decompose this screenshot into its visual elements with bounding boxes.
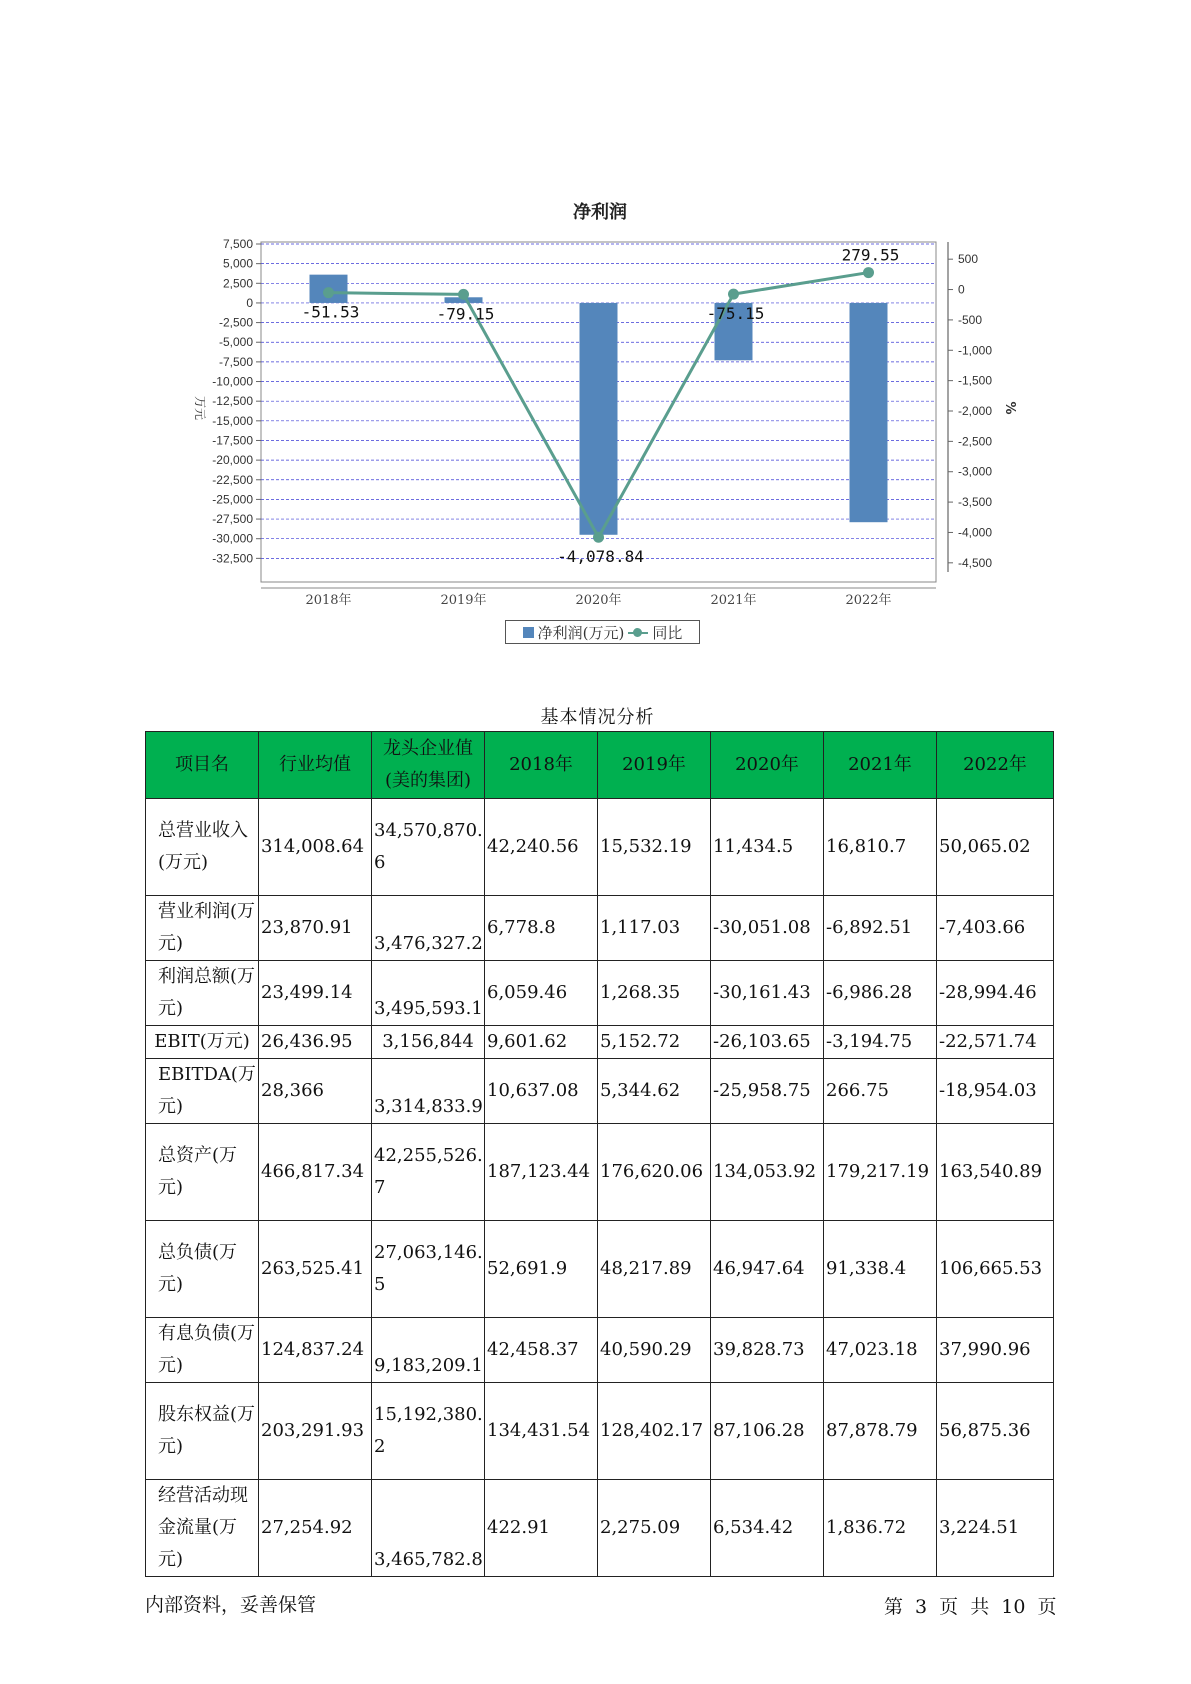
chart-title: 净利润	[573, 202, 627, 223]
basic-analysis-table	[145, 731, 1054, 1577]
cell: 15,532.19	[598, 799, 711, 896]
table-row	[146, 1318, 1054, 1383]
cell: 48,217.89	[598, 1221, 711, 1318]
yoy-point-2022年	[863, 267, 874, 278]
yoy-point-2020年	[593, 532, 604, 543]
cell: 9,601.62	[485, 1026, 598, 1059]
yoy-data-label: -4,078.84	[557, 547, 644, 567]
cell: 42,240.56	[485, 799, 598, 896]
chart-legend	[505, 620, 700, 644]
header-2020: 2020年	[711, 732, 824, 799]
cell: 128,402.17	[598, 1383, 711, 1480]
cell: -6,986.28	[824, 961, 937, 1026]
cell: 3,314,833.9	[372, 1059, 485, 1124]
row-label: 股东权益(万元)	[146, 1383, 259, 1480]
row-label: 利润总额(万元)	[146, 961, 259, 1026]
cell: 11,434.5	[711, 799, 824, 896]
cell: 179,217.19	[824, 1124, 937, 1221]
header-2019: 2019年	[598, 732, 711, 799]
bar-2022年	[850, 303, 888, 522]
cell: 15,192,380.2	[372, 1383, 485, 1480]
row-label: EBITDA(万元)	[146, 1059, 259, 1124]
x-tick-label: 2022年	[845, 593, 892, 608]
cell: 16,810.7	[824, 799, 937, 896]
cell: 1,268.35	[598, 961, 711, 1026]
y-left-tick-label: -15,000	[212, 413, 253, 428]
cell: 56,875.36	[937, 1383, 1054, 1480]
cell: 3,495,593.1	[372, 961, 485, 1026]
cell: 263,525.41	[259, 1221, 372, 1318]
cell: 34,570,870.6	[372, 799, 485, 896]
table-row	[146, 1383, 1054, 1480]
cell: 28,366	[259, 1059, 372, 1124]
cell: 3,465,782.8	[372, 1480, 485, 1577]
cell: 52,691.9	[485, 1221, 598, 1318]
y-right-tick-label: -500	[958, 312, 983, 327]
y-left-tick-label: 0	[246, 295, 253, 310]
cell: 50,065.02	[937, 799, 1054, 896]
y-left-tick-label: -10,000	[212, 374, 253, 389]
cell: 3,476,327.2	[372, 896, 485, 961]
table-row	[146, 1480, 1054, 1577]
y-left-tick-label: -25,000	[212, 492, 253, 507]
cell: 40,590.29	[598, 1318, 711, 1383]
yoy-data-label: 279.55	[841, 245, 900, 265]
y-left-tick-label: 5,000	[222, 256, 253, 271]
cell: 6,534.42	[711, 1480, 824, 1577]
y-left-tick-label: -5,000	[218, 335, 253, 350]
legend-line-label: 同比	[652, 623, 683, 642]
table-row	[146, 1059, 1054, 1124]
cell: 42,458.37	[485, 1318, 598, 1383]
row-label: 有息负债(万元)	[146, 1318, 259, 1383]
y-right-tick-label: 500	[958, 252, 979, 267]
x-tick-label: 2021年	[710, 593, 757, 608]
yoy-data-label: -51.53	[301, 302, 360, 322]
y-left-tick-label: 2,500	[222, 276, 253, 291]
cell: 124,837.24	[259, 1318, 372, 1383]
cell: 176,620.06	[598, 1124, 711, 1221]
table-title: 基本情况分析	[540, 707, 655, 728]
cell: 134,431.54	[485, 1383, 598, 1480]
cell: 5,344.62	[598, 1059, 711, 1124]
cell: 10,637.08	[485, 1059, 598, 1124]
y-right-tick-label: -1,500	[958, 373, 993, 388]
cell: 87,878.79	[824, 1383, 937, 1480]
table-row	[146, 1124, 1054, 1221]
cell: 47,023.18	[824, 1318, 937, 1383]
table-row	[146, 1026, 1054, 1059]
table-header-row	[146, 732, 1054, 799]
cell: 466,817.34	[259, 1124, 372, 1221]
header-industry-avg: 行业均值	[259, 732, 372, 799]
y-right-tick-label: -4,500	[958, 555, 993, 570]
cell: 314,008.64	[259, 799, 372, 896]
y-left-tick-label: -27,500	[212, 512, 253, 527]
cell: -26,103.65	[711, 1026, 824, 1059]
net-profit-chart	[0, 0, 1191, 660]
cell: 26,436.95	[259, 1026, 372, 1059]
cell: 27,254.92	[259, 1480, 372, 1577]
cell: 163,540.89	[937, 1124, 1054, 1221]
y-left-tick-label: -12,500	[212, 394, 253, 409]
y-right-tick-label: -2,500	[958, 434, 993, 449]
y-right-tick-label: -1,000	[958, 343, 993, 358]
footer-confidential-note: 内部资料，妥善保管	[145, 1594, 317, 1616]
cell: 27,063,146.5	[372, 1221, 485, 1318]
cell: 46,947.64	[711, 1221, 824, 1318]
row-label: 经营活动现金流量(万元)	[146, 1480, 259, 1577]
table-row	[146, 896, 1054, 961]
legend-bar-swatch	[523, 627, 534, 638]
cell: 5,152.72	[598, 1026, 711, 1059]
cell: -30,161.43	[711, 961, 824, 1026]
cell: 187,123.44	[485, 1124, 598, 1221]
cell: -28,994.46	[937, 961, 1054, 1026]
x-tick-label: 2018年	[305, 593, 352, 608]
y-right-tick-label: -3,500	[958, 495, 993, 510]
y-left-tick-label: -22,500	[212, 472, 253, 487]
y-left-tick-label: -2,500	[218, 315, 253, 330]
cell: 23,499.14	[259, 961, 372, 1026]
y-right-tick-label: -2,000	[958, 404, 993, 418]
cell: 106,665.53	[937, 1221, 1054, 1318]
chart-canvas	[0, 0, 1191, 660]
y-left-tick-label: 7,500	[222, 237, 253, 251]
cell: -3,194.75	[824, 1026, 937, 1059]
cell: 6,778.8	[485, 896, 598, 961]
cell: -22,571.74	[937, 1026, 1054, 1059]
table-row	[146, 961, 1054, 1026]
cell: 1,117.03	[598, 896, 711, 961]
header-2021: 2021年	[824, 732, 937, 799]
cell: -30,051.08	[711, 896, 824, 961]
yoy-point-2019年	[458, 289, 469, 300]
bar-2020年	[580, 303, 618, 535]
table-row	[146, 1221, 1054, 1318]
cell: 6,059.46	[485, 961, 598, 1026]
cell: 91,338.4	[824, 1221, 937, 1318]
cell: 87,106.28	[711, 1383, 824, 1480]
cell: 39,828.73	[711, 1318, 824, 1383]
cell: 9,183,209.1	[372, 1318, 485, 1383]
y-right-tick-label: 0	[958, 282, 965, 297]
cell: 3,224.51	[937, 1480, 1054, 1577]
yoy-point-2018年	[323, 287, 334, 298]
cell: -6,892.51	[824, 896, 937, 961]
yoy-data-label: -75.15	[706, 304, 765, 324]
table-row	[146, 799, 1054, 896]
cell: -25,958.75	[711, 1059, 824, 1124]
cell: 23,870.91	[259, 896, 372, 961]
cell: 422.91	[485, 1480, 598, 1577]
header-item-name: 项目名	[146, 732, 259, 799]
cell: 37,990.96	[937, 1318, 1054, 1383]
yoy-point-2021年	[728, 289, 739, 300]
y-left-tick-label: -32,500	[212, 551, 253, 566]
header-2022: 2022年	[937, 732, 1054, 799]
row-label: 总资产(万元)	[146, 1124, 259, 1221]
y-right-axis-label: %	[1002, 401, 1017, 415]
cell: 1,836.72	[824, 1480, 937, 1577]
y-right-tick-label: -3,000	[958, 464, 993, 479]
y-left-tick-label: -7,500	[218, 354, 253, 369]
yoy-data-label: -79.15	[436, 304, 495, 324]
row-label: EBIT(万元)	[146, 1026, 259, 1059]
y-left-tick-label: -17,500	[212, 433, 253, 448]
y-left-tick-label: -20,000	[212, 453, 253, 468]
cell: 42,255,526.7	[372, 1124, 485, 1221]
x-tick-label: 2020年	[575, 593, 622, 608]
row-label: 总负债(万元)	[146, 1221, 259, 1318]
footer-page-number: 第 3 页 共 10 页	[884, 1596, 1057, 1618]
row-label: 营业利润(万元)	[146, 896, 259, 961]
x-tick-label: 2019年	[440, 593, 487, 608]
row-label: 总营业收入(万元)	[146, 799, 259, 896]
cell: 203,291.93	[259, 1383, 372, 1480]
legend-line-swatch	[628, 627, 648, 638]
cell: 2,275.09	[598, 1480, 711, 1577]
header-leader-value: 龙头企业值(美的集团)	[372, 732, 485, 799]
cell: -7,403.66	[937, 896, 1054, 961]
y-left-axis-label: 万元	[193, 395, 207, 421]
cell: 266.75	[824, 1059, 937, 1124]
cell: -18,954.03	[937, 1059, 1054, 1124]
legend-bar-label: 净利润(万元)	[537, 623, 625, 642]
header-2018: 2018年	[485, 732, 598, 799]
y-right-tick-label: -4,000	[958, 525, 993, 540]
cell: 3,156,844	[372, 1026, 485, 1059]
cell: 134,053.92	[711, 1124, 824, 1221]
y-left-tick-label: -30,000	[212, 531, 253, 546]
